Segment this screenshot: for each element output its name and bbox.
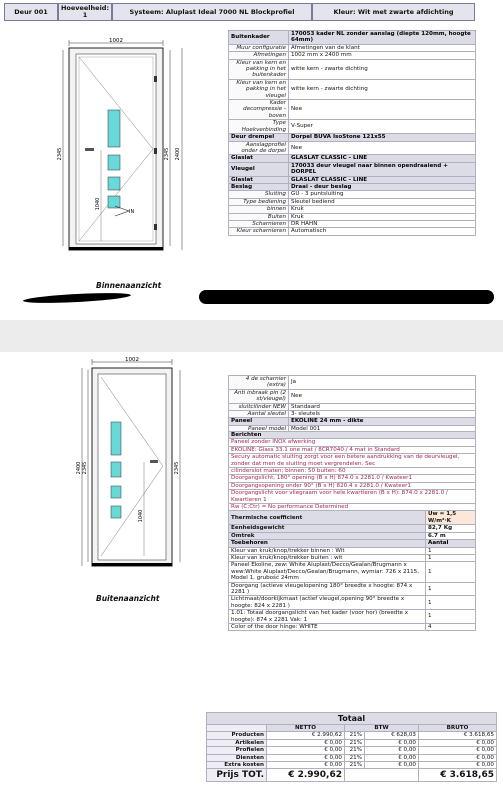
accessory-row (229, 596, 476, 610)
door-number: Deur 001 (4, 3, 58, 21)
accessory-row (229, 554, 476, 561)
accessory-qty: 1 (426, 610, 476, 624)
totals-vat: € 0,00 (365, 739, 419, 746)
hinge (154, 224, 157, 230)
totals-row (207, 732, 497, 739)
message-line: Rw (C;Ctr) = No performance Determined (229, 504, 476, 511)
spec-value: EKOLINE 24 mm - dikte (289, 418, 476, 425)
spec-value: 1002 mm x 2400 mm (289, 52, 476, 59)
btw-header: BTW (345, 725, 419, 732)
totals-row-label: Producten (207, 732, 267, 739)
accessory-text: Color of the door hinge: WHITE (229, 623, 426, 630)
spec-row (229, 220, 476, 227)
spec-row (229, 191, 476, 198)
width-dimension: 1002 (109, 38, 123, 44)
handle-height-dimension: 1040 (95, 197, 101, 211)
accessory-row (229, 547, 476, 554)
spec-row (229, 155, 476, 162)
spec-label: Sluiting (229, 191, 289, 198)
accessory-qty: 4 (426, 623, 476, 630)
spec-value: Nee (289, 389, 476, 403)
spec-row (229, 120, 476, 134)
totals-row-label: Artikelen (207, 739, 267, 746)
inner-height-right: 2345 (174, 461, 180, 475)
totals-bruto: € 0,00 (419, 747, 497, 754)
accessory-text: Doorgang (actieve vleugelopening 180° breedte x hoogte: 874 x 2281 ) (229, 582, 426, 596)
glass-panel (111, 506, 121, 518)
message-line: EKOLINE: Glass 33.1 one mat / 8CR7040 / 4 mat in Standard (229, 446, 476, 453)
system: Systeem: Aluplast Ideal 7000 NL Blockprofiel (112, 3, 312, 21)
spec-label: binnen (229, 206, 289, 213)
totals-bruto: € 3.618,65 (419, 732, 497, 739)
accessories-title: Toebehoren (229, 540, 426, 547)
glass-panel (108, 177, 120, 190)
accessory-text: Lichtmaat/doorkijkmaat (actief vleugel,opening 90° breedte x hoogte: 824 x 2281 ) (229, 596, 426, 610)
spec-row (229, 198, 476, 205)
spec-row (229, 59, 476, 79)
outer-height-dimension: 2400 (175, 147, 181, 161)
totals-vat: € 0,00 (365, 762, 419, 769)
property-label: Eenheidsgewicht (229, 525, 426, 532)
spec-label: Aanslagprofiel onder de dorpel (229, 141, 289, 155)
spec-row (229, 176, 476, 183)
accessory-qty: 1 (426, 562, 476, 582)
message-line: Doorgangsopening onder 90° (B x H) 820.4 x 2281.0 / Kwateer1 (229, 482, 476, 489)
totals-bruto: € 0,00 (419, 762, 497, 769)
property-value: 82,7 Kg (426, 525, 476, 532)
accessory-row (229, 582, 476, 596)
totals-vat: € 0,00 (365, 754, 419, 761)
spec-value: DR HAHN (289, 220, 476, 227)
property-label: Omtrek (229, 532, 426, 539)
accessory-text: Paneel Ekoline, zew: White Aluplast/Decco/Gealan/Brugmann x wew:White Aluplast/Decco/Gealan/Brugmann, wymiar: 726 x 2115, Model 1, grubość 24mm (229, 562, 426, 582)
accessory-text: Kleur van kruk/knop/trekker binnen : Wit (229, 547, 426, 554)
handle-height-dimension: 1040 (138, 509, 144, 523)
glass-panel (108, 110, 120, 147)
spec-label: Buiten (229, 213, 289, 220)
spec-value: Standaard (289, 403, 476, 410)
total-price-label: Prijs TOT. (207, 769, 267, 782)
spec-label: Paneel (229, 418, 289, 425)
totals-netto: € 0,00 (267, 739, 345, 746)
spec-label: Scharnieren (229, 220, 289, 227)
door-drawing-inside (55, 36, 195, 276)
accessory-text: Kleur van kruk/knop/trekker buiten : wit (229, 554, 426, 561)
door-drawing-outside (32, 356, 202, 576)
spec-label: Deur drempel (229, 134, 289, 141)
totals-row (207, 739, 497, 746)
spec-label: Glaslat (229, 176, 289, 183)
totals-vat-percent: 21% (345, 762, 365, 769)
accessory-row (229, 562, 476, 582)
hinge (154, 76, 157, 82)
inside-label: IN (129, 209, 135, 215)
glass-panel (111, 486, 121, 498)
spec-label: Glaslat (229, 155, 289, 162)
spec-label: Afmetingen (229, 52, 289, 59)
spec-value: GLASLAT CLASSIC - LINE (289, 155, 476, 162)
spec-label: sluitcilinder NEW (229, 403, 289, 410)
spec-label: Buitenkader (229, 31, 289, 45)
page-break (0, 320, 503, 352)
spec-row (229, 403, 476, 410)
accessory-qty: 1 (426, 547, 476, 554)
property-label: Thermische coefficient (229, 511, 426, 525)
color: Kleur: Wit met zwarte afdichting (312, 3, 475, 21)
total-price-bruto: € 3.618,65 (419, 769, 497, 782)
inner-height-left: 2345 (82, 461, 88, 475)
spec-label: Kleur scharnieren (229, 228, 289, 235)
message-line: cilinderslot maten; binnen: 50 buiten: 60 (229, 468, 476, 475)
totals-netto: € 0,00 (267, 754, 345, 761)
totals-table (206, 712, 497, 782)
spec-label: Type bediening (229, 198, 289, 205)
spec-row (229, 44, 476, 51)
inner-height-left: 2345 (57, 147, 63, 161)
width-dimension: 1002 (125, 357, 139, 363)
threshold (92, 563, 172, 566)
accessory-row (229, 623, 476, 630)
totals-row-label: Extra kosten (207, 762, 267, 769)
spec-row (229, 52, 476, 59)
spec-row (229, 100, 476, 120)
totals-netto: € 0,00 (267, 747, 345, 754)
spec-row (229, 141, 476, 155)
inner-height-right: 2345 (164, 147, 170, 161)
spec-label: Type Hoekverbinding (229, 120, 289, 134)
totals-bruto: € 0,00 (419, 739, 497, 746)
totals-netto: € 2.990,62 (267, 732, 345, 739)
spec-value: Dorpel BUVA IsoStone 121x55 (289, 134, 476, 141)
glass-panel (108, 155, 120, 170)
totals-netto: € 0,00 (267, 762, 345, 769)
spec-label: Vleugel (229, 162, 289, 176)
spec-value: Draai - deur beslag (289, 183, 476, 190)
accessory-row (229, 610, 476, 624)
totals-vat: € 0,00 (365, 747, 419, 754)
hinge (154, 148, 157, 154)
spec-row (229, 411, 476, 418)
spec-label: Aantal sleutel (229, 411, 289, 418)
glass-panel (111, 462, 121, 477)
message-line: Doorgangslicht voor vliegraam voor hele kwartieren (B x H): 874.0 x 2281.0 / Kwartieren 1 (229, 490, 476, 504)
spec-label: Beslag (229, 183, 289, 190)
totals-vat-percent: 21% (345, 732, 365, 739)
glass-panel (108, 196, 120, 208)
spec-label: Muur configuratie (229, 44, 289, 51)
accessory-qty: 1 (426, 554, 476, 561)
spec-label: Paneel model (229, 425, 289, 432)
outer-height-dimension: 2400 (76, 461, 82, 475)
accessory-qty: 1 (426, 582, 476, 596)
totals-vat-percent: 21% (345, 747, 365, 754)
redacted-area (199, 290, 494, 304)
totals-bruto: € 0,00 (419, 754, 497, 761)
spec-label: Kader decompressie - boven (229, 100, 289, 120)
spec-label: Kleur van kern en pakking in het buitenkader (229, 59, 289, 79)
spec-row (229, 162, 476, 176)
message-line: Doorgangslicht, 180° opening (B x H) 874.0 x 2281.0 / Kwateer1 (229, 475, 476, 482)
spec-value: Automatisch (289, 228, 476, 235)
spec-value: 170033 deur vleugel naar binnen opendraaiend + DORPEL (289, 162, 476, 176)
spec-row (229, 206, 476, 213)
spec-value: witte kern - zwarte dichting (289, 59, 476, 79)
property-value: Uw = 1,5 W/m²·K (426, 511, 476, 525)
spec-value: Nee (289, 141, 476, 155)
totals-row-label: Profielen (207, 747, 267, 754)
spec-value: V-Super (289, 120, 476, 134)
glass-panel (111, 422, 121, 455)
spec-label: 4 de scharnier (extra) (229, 376, 289, 390)
totals-row-label: Diensten (207, 754, 267, 761)
document-header (4, 3, 475, 21)
redacted-area (23, 291, 131, 305)
spec-value: Kruk (289, 206, 476, 213)
totals-row (207, 762, 497, 769)
spec-value: Ja (289, 376, 476, 390)
door-handle (150, 460, 158, 463)
spec-value: GU - 3 puntsluiting (289, 191, 476, 198)
caption-inside: Binnenaanzicht (96, 281, 162, 290)
totals-row (207, 747, 497, 754)
property-value: 6.7 m (426, 532, 476, 539)
accessory-text: 1.01: Totaal doorgangslicht van het kader (voor hor) (breedte x hoogte): 874 x 2281 Vak: 1 (229, 610, 426, 624)
spec-table-frame (228, 30, 476, 236)
spec-value: GLASLAT CLASSIC - LINE (289, 176, 476, 183)
spec-label: Kleur van kern en pakking in het vleugel (229, 79, 289, 99)
spec-row (229, 79, 476, 99)
spec-row (229, 183, 476, 190)
spec-value: 170053 kader NL zonder aanslag (diepte 120mm, hoogte 64mm) (289, 31, 476, 45)
totals-vat-percent: 21% (345, 754, 365, 761)
totals-vat: € 628,03 (365, 732, 419, 739)
threshold (69, 247, 163, 250)
spec-value: Afmetingen van de klant (289, 44, 476, 51)
spec-row (229, 213, 476, 220)
bruto-header: BRUTO (419, 725, 497, 732)
spec-value: witte kern - zwarte dichting (289, 79, 476, 99)
spec-value: Nee (289, 100, 476, 120)
spec-row (229, 228, 476, 235)
spec-value: Model 001 (289, 425, 476, 432)
spec-row (229, 31, 476, 45)
caption-outside: Buitenaanzicht (96, 594, 160, 603)
accessory-qty: 1 (426, 596, 476, 610)
spec-value: 3- sleutels (289, 411, 476, 418)
spec-label: Anti inbraak pin (2 st/vleugel) (229, 389, 289, 403)
messages-table (228, 431, 476, 631)
accessories-qty-header: Aantal (426, 540, 476, 547)
spec-row (229, 389, 476, 403)
spec-value: Sleutel bediend (289, 198, 476, 205)
totals-title: Totaal (207, 713, 497, 725)
totals-vat-percent: 21% (345, 739, 365, 746)
quantity: Hoeveelheid: 1 (58, 3, 112, 21)
totals-row (207, 754, 497, 761)
spec-row (229, 376, 476, 390)
spec-row (229, 134, 476, 141)
message-line: Paneel zonder INOX afwerking (229, 439, 476, 446)
spec-value: Kruk (289, 213, 476, 220)
message-line: Secury automatic sluiting zorgt voor een betere aandrukking van de deurvleugel, zonder dat men de sluiting moet vergrendelen. Sec (229, 454, 476, 468)
door-handle (85, 148, 94, 151)
netto-header: NETTO (267, 725, 345, 732)
total-price-netto: € 2.990,62 (267, 769, 345, 782)
spec-row (229, 418, 476, 425)
messages-title: Berichten (229, 432, 476, 439)
